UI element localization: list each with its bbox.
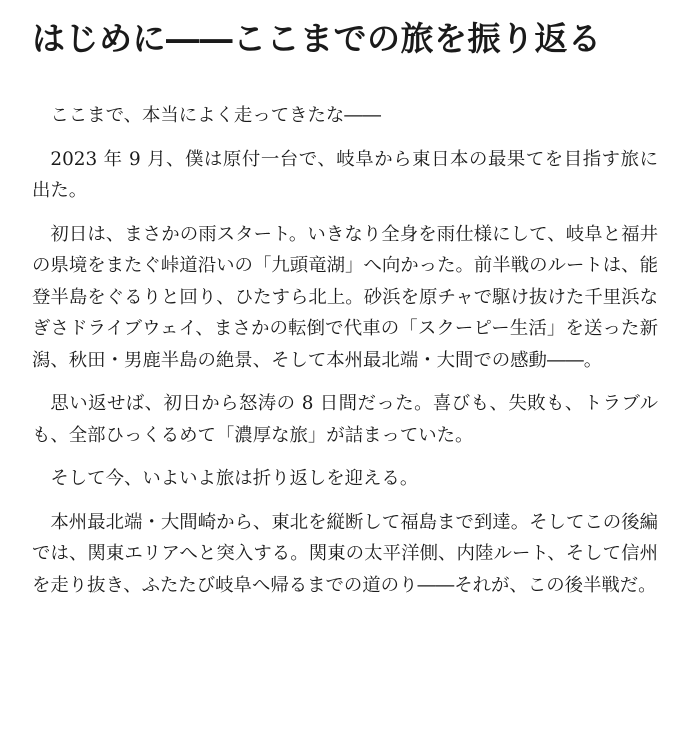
chapter-title: はじめに――ここまでの旅を振り返る bbox=[32, 19, 602, 58]
paragraph-3: 初日は、まさかの雨スタート。いきなり全身を雨仕様にして、岐阜と福井の県境をまたぐ峠道沿いの「九頭竜湖」へ向かった。前半戦のルートは、能登半島をぐるりと回り、ひたすら北上。砂浜を原チャで駆け抜けた千里浜なぎさドライブウェイ、まさかの転倒で代車の「スクーピー生活」を送った新潟、秋田・男鹿半島の絶景、そして本州最北端・大間での感動――。 bbox=[32, 223, 658, 371]
chapter-body bbox=[32, 100, 658, 601]
paragraph-6: 本州最北端・大間崎から、東北を縦断して福島まで到達。そしてこの後編では、関東エリアへと突入する。関東の太平洋側、内陸ルート、そして信州を走り抜き、ふたたび岐阜へ帰るまでの道のり――それが、この後半戦だ。 bbox=[32, 511, 658, 596]
paragraph-1: ここまで、本当によく走ってきたな―― bbox=[50, 105, 382, 126]
paragraph-2: 2023 年 9 月、僕は原付一台で、岐阜から東日本の最果てを目指す旅に出た。 bbox=[32, 148, 658, 201]
paragraph-4: 思い返せば、初日から怒涛の 8 日間だった。喜びも、失敗も、トラブルも、全部ひっくるめて「濃厚な旅」が詰まっていた。 bbox=[32, 393, 658, 446]
paragraph-5: そして今、いよいよ旅は折り返しを迎える。 bbox=[50, 468, 419, 489]
